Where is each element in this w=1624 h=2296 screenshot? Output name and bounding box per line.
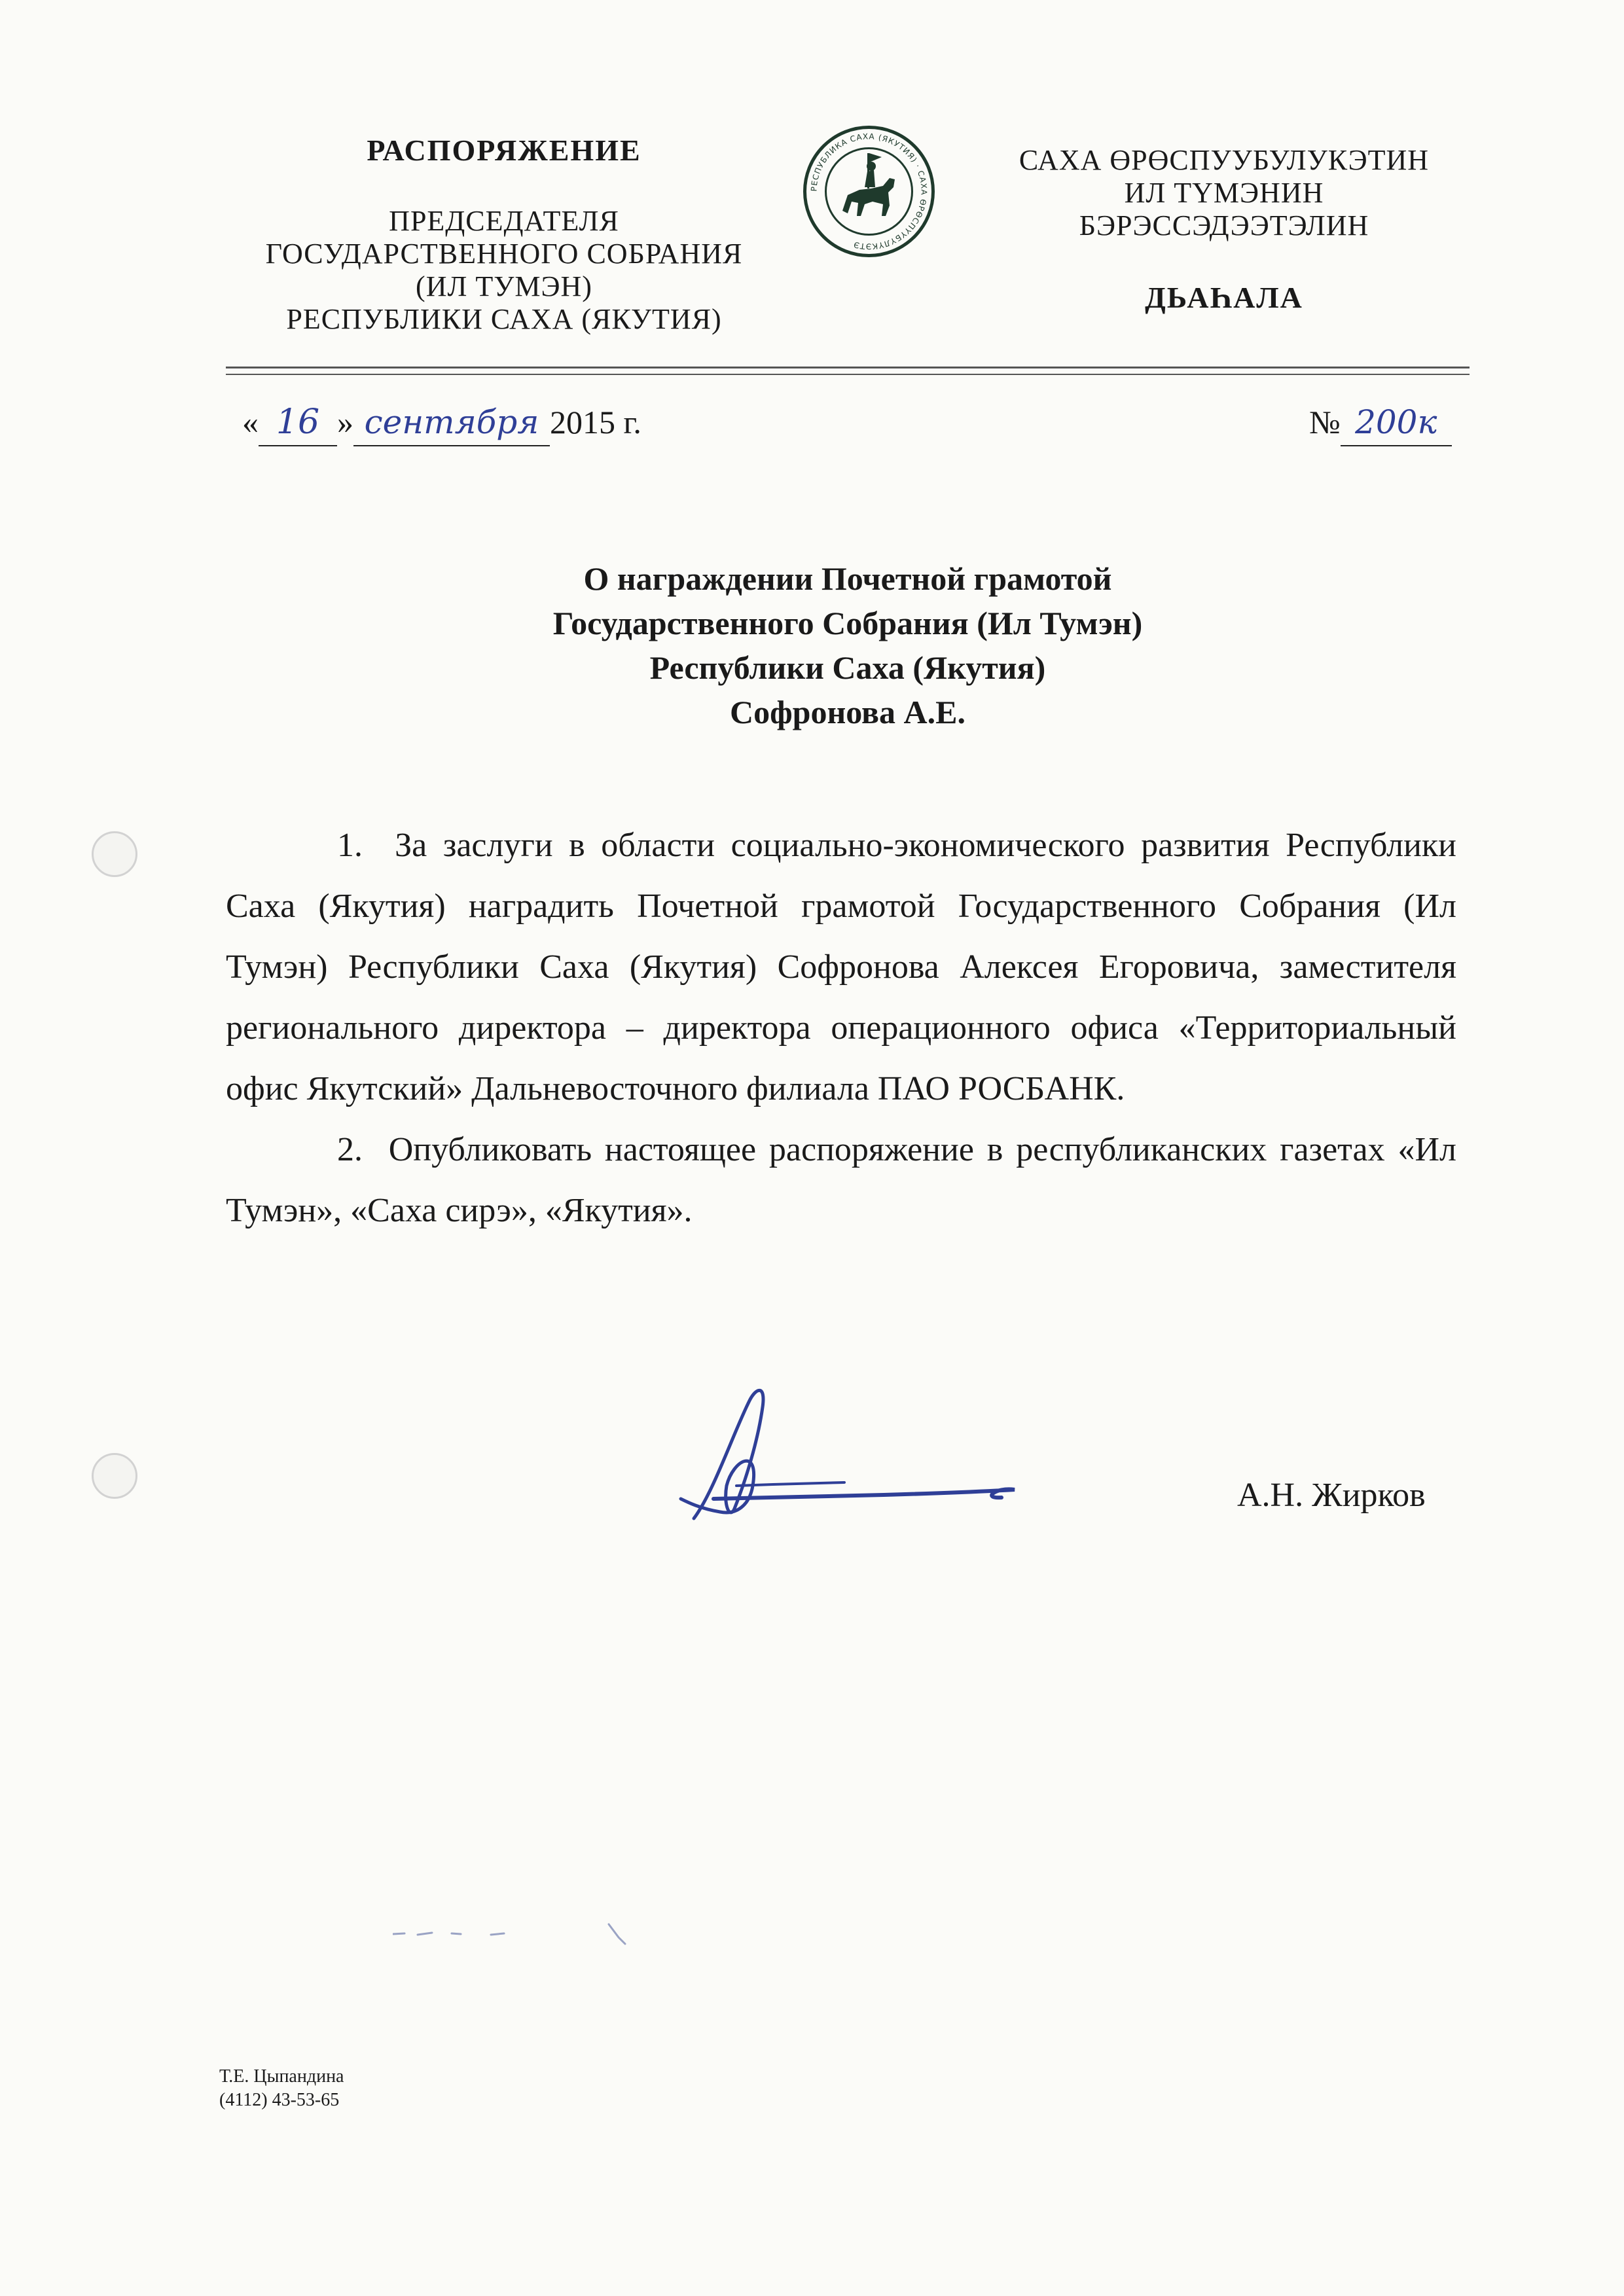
header-right-line: БЭРЭССЭДЭЭТЭЛИН [1079,209,1369,242]
coat-of-arms-emblem [802,124,936,259]
punch-hole-top [92,831,137,877]
date-month: сентября [353,399,550,446]
order-item-1: 1. За заслуги в области социально-экономического развития Республики Саха (Якутия) наградить Почетной грамотой Государственного Собрания (Ил Тумэн) Республики Саха (Якутия) Софронова Алексея Егоровича, заместителя регионального директора – директора операционного офиса «Территориальный офис Якутский» Дальневосточного филиала ПАО РОСБАНК. [226,827,1456,1107]
signatory-name: А.Н. Жирков [1237,1477,1426,1514]
date-open-quote: « [242,404,259,440]
header-left [223,134,785,336]
handwritten-signature [674,1374,1028,1532]
header-right [943,144,1506,314]
date-close-quote: » [337,404,353,440]
title-line: Софронова А.Е. [729,694,966,730]
executor-name: Т.Е. Цыпандина [219,2066,344,2087]
date-line [242,399,641,446]
scan-mark [393,1918,641,1950]
header-right-line: САХА ӨРӨСПУУБУЛУКЭТИН [1019,144,1430,176]
executor-info [219,2065,344,2112]
rider-horse-icon [842,153,895,216]
document-number [1309,399,1452,446]
header-divider-thin [226,374,1470,375]
header-right-line: ИЛ ТҮМЭНИН [1124,177,1324,209]
executor-phone: (4112) 43-53-65 [219,2090,340,2110]
title-line: Республики Саха (Якутия) [649,649,1046,686]
order-title [226,556,1470,734]
order-body [226,815,1456,1241]
date-year: 2015 г. [550,404,641,440]
header-left-line: ГОСУДАРСТВЕННОГО СОБРАНИЯ [265,238,743,270]
date-day: 16 [259,399,337,446]
document-type-ru: РАСПОРЯЖЕНИЕ [367,134,641,167]
emblem-ring-text: РЕСПУБЛИКА САХА (ЯКУТИЯ) · САХА ӨРӨСПҮҮБҮЛҮКЭТЭ [809,132,929,251]
number-value: 200к [1341,399,1452,446]
header-left-line: (ИЛ ТУМЭН) [416,270,592,302]
header-left-line: ПРЕДСЕДАТЕЛЯ [389,205,619,237]
header-left-line: РЕСПУБЛИКИ САХА (ЯКУТИЯ) [286,303,722,335]
order-item-2: 2. Опубликовать настоящее распоряжение в республиканских газетах «Ил Тумэн», «Саха сирэ», «Якутия». [226,1131,1456,1229]
number-label: № [1309,404,1341,440]
title-line: Государственного Собрания (Ил Тумэн) [552,605,1143,641]
header-divider [226,367,1470,368]
punch-hole-bottom [92,1453,137,1499]
title-line: О награждении Почетной грамотой [583,560,1112,597]
document-type-sakha: ДЬАҺАЛА [1145,281,1303,314]
